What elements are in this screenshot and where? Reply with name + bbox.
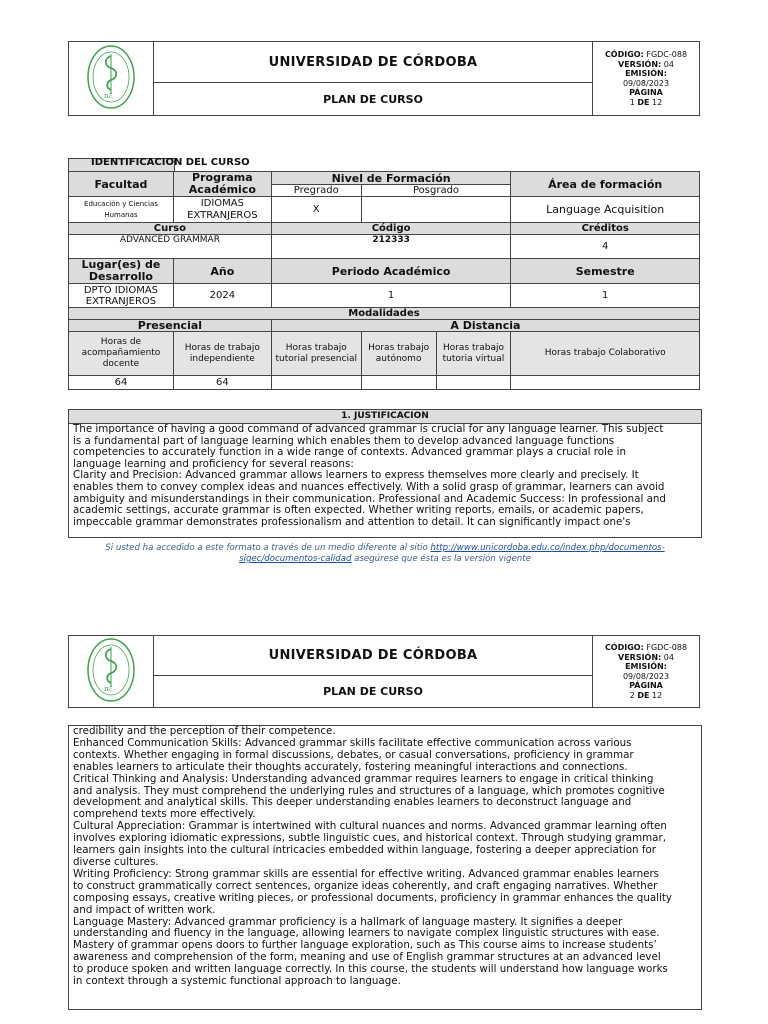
svg-text:πℰ: πℰ bbox=[104, 91, 113, 100]
page1-line: impeccable grammar demonstrates professionalism and attention to detail. It can significantly impact one's bbox=[73, 515, 631, 528]
creditos-header: Créditos bbox=[511, 223, 700, 235]
curso-value: ADVANCED GRAMMAR bbox=[69, 235, 272, 259]
pregrado-value: X bbox=[271, 197, 361, 223]
horas-tutorial-value bbox=[271, 376, 361, 390]
justificacion-box-page1 bbox=[68, 409, 702, 538]
page2-line: to produce spoken and written language correctly. In this course, the students will understand how language works bbox=[73, 963, 668, 976]
horas-independiente-value: 64 bbox=[173, 376, 271, 390]
logo-cell bbox=[69, 42, 154, 116]
ident-section-title: IDENTIFICACION DEL CURSO bbox=[91, 157, 250, 168]
justificacion-box-page2 bbox=[68, 725, 702, 1010]
posgrado-header: Posgrado bbox=[361, 185, 511, 197]
page2-line: diverse cultures. bbox=[73, 855, 159, 868]
page2-line: awareness and comprehension of the form, meaning and use of English grammar structures at an advanced level bbox=[73, 951, 661, 964]
page1-line: Clarity and Precision: Advanced grammar allows learners to express themselves more clearly and precisely. It bbox=[73, 469, 639, 482]
horas-virtual-header: Horas trabajo tutoria virtual bbox=[436, 332, 511, 376]
page1-line: ambiguity and misunderstandings in their communication. Professional and Academic Success: In professional and bbox=[73, 492, 666, 505]
horas-colaborativo-value bbox=[511, 376, 700, 390]
facultad-header: Facultad bbox=[69, 172, 174, 197]
page1-line: enables them to convey complex ideas and nuances effectively. With a solid grasp of grammar, learners can avoid bbox=[73, 480, 665, 493]
page2-line: Mastery of grammar opens doors to further language exploration, such as This course aims to increase students’ bbox=[73, 939, 657, 952]
logo-cell bbox=[69, 636, 154, 708]
page2-line: learners gain insights into the cultural intricacies embedded within language, fostering a deeper appreciation for bbox=[73, 844, 657, 857]
page2-header bbox=[68, 635, 700, 708]
modalidades-header: Modalidades bbox=[69, 308, 700, 320]
area-header: Área de formación bbox=[511, 172, 700, 197]
page1-line: language learning and proficiency for several reasons: bbox=[73, 457, 354, 470]
lugar-value: DPTO IDIOMAS EXTRANJEROS bbox=[69, 284, 174, 308]
horas-acompanamiento-header: Horas de acompañamiento docente bbox=[69, 332, 174, 376]
curso-header: Curso bbox=[69, 223, 272, 235]
codigo-value: 212333 bbox=[271, 235, 511, 259]
page2-line: Critical Thinking and Analysis: Understanding advanced grammar requires learners to engage in critical thinking bbox=[73, 772, 654, 785]
horas-independiente-header: Horas de trabajo independiente bbox=[173, 332, 271, 376]
page2-line: involves exploring idiomatic expressions, subtle linguistic cues, and historical context. Through studying grammar, bbox=[73, 832, 666, 845]
page2-line: and impact of written work. bbox=[73, 903, 216, 916]
horas-autonomo-header: Horas trabajo autónomo bbox=[361, 332, 436, 376]
university-seal-icon bbox=[86, 44, 136, 110]
creditos-value: 4 bbox=[511, 235, 700, 259]
quality-docs-link-cont[interactable]: sigec/documentos-calidad bbox=[239, 554, 352, 564]
page1-line: academic settings, accurate grammar is often expected. Whether writing reports, emails, or academic papers, bbox=[73, 504, 644, 517]
page2-line: to construct grammatically correct sentences, organize ideas coherently, and craft engaging narratives. Whether bbox=[73, 879, 658, 892]
page2-line: enables learners to articulate their thoughts accurately, fostering meaningful interactions and connections. bbox=[73, 760, 628, 773]
page2-line: understanding and fluency in the language, allowing learners to navigate complex linguistic structures with ease. bbox=[73, 927, 660, 940]
presencial-header: Presencial bbox=[69, 320, 272, 332]
page2-line: composing essays, creative writing pieces, or professional documents, proficiency in grammar enhances the quality bbox=[73, 891, 673, 904]
facultad-value: Educación y Ciencias Humanas bbox=[69, 197, 174, 223]
codigo-header: Código bbox=[271, 223, 511, 235]
semestre-value: 1 bbox=[511, 284, 700, 308]
page2-line: Writing Proficiency: Strong grammar skills are essential for effective writing. Advanced grammar enables learners bbox=[73, 867, 660, 880]
horas-autonomo-value bbox=[361, 376, 436, 390]
area-value: Language Acquisition bbox=[511, 197, 700, 223]
justificacion-text-page2 bbox=[69, 726, 701, 988]
semestre-header: Semestre bbox=[511, 259, 700, 284]
university-title: UNIVERSIDAD DE CÓRDOBA bbox=[154, 636, 593, 676]
footer-note: Si usted ha accedido a este formato a través de un medio diferente al sitio http://www.unicordoba.edu.co/index.php/documentos- sigec/documentos-calidad asegúrese que ésta es la versión vigente bbox=[105, 543, 665, 564]
justificacion-title: 1. JUSTIFICACION bbox=[69, 410, 701, 424]
plan-title: PLAN DE CURSO bbox=[154, 83, 593, 116]
university-seal-icon bbox=[86, 637, 136, 703]
distancia-header: A Distancia bbox=[271, 320, 699, 332]
page2-line: credibility and the perception of their competence. bbox=[73, 725, 336, 737]
quality-docs-link[interactable]: http://www.unicordoba.edu.co/index.php/documentos- bbox=[430, 543, 665, 553]
nivel-header: Nivel de Formación bbox=[271, 172, 511, 185]
pregrado-header: Pregrado bbox=[271, 185, 361, 197]
page2-line: development and analytical skills. This deeper understanding enables learners to deconstruct language and bbox=[73, 796, 632, 809]
page1-header bbox=[68, 41, 700, 116]
plan-title: PLAN DE CURSO bbox=[154, 676, 593, 708]
page2-line: contexts. Whether engaging in formal discussions, debates, or casual conversations, proficiency in grammar bbox=[73, 748, 634, 761]
university-title: UNIVERSIDAD DE CÓRDOBA bbox=[154, 42, 593, 83]
periodo-value: 1 bbox=[271, 284, 511, 308]
page1-line: is a fundamental part of language learning which enables them to develop advanced language functions bbox=[73, 434, 615, 447]
horas-colaborativo-header: Horas trabajo Colaborativo bbox=[511, 332, 700, 376]
page2-line: Enhanced Communication Skills: Advanced grammar skills facilitate effective communication across various bbox=[73, 736, 632, 749]
page2-line: and analysis. They must comprehend the underlying rules and structures of a language, which promotes cognitive bbox=[73, 784, 665, 797]
programa-header: Programa Académico bbox=[173, 172, 271, 197]
document-meta: CÓDIGO: FGDC-088 VERSIÓN: 04 EMISIÓN: 09/08/2023 PÁGINA 1 DE 12 bbox=[593, 42, 700, 116]
page1-line: competencies to accurately function in a wide range of contexts. Advanced grammar plays a crucial role in bbox=[73, 446, 626, 459]
posgrado-value bbox=[361, 197, 511, 223]
programa-value: IDIOMAS EXTRANJEROS bbox=[173, 197, 271, 223]
document-meta: CÓDIGO: FGDC-088 VERSIÓN: 04 EMISIÓN: 09/08/2023 PÁGINA 2 DE 12 bbox=[593, 636, 700, 708]
identification-table bbox=[68, 171, 700, 390]
periodo-header: Periodo Académico bbox=[271, 259, 511, 284]
page2-line: Language Mastery: Advanced grammar proficiency is a hallmark of language mastery. It signifies a deeper bbox=[73, 915, 623, 928]
horas-virtual-value bbox=[436, 376, 511, 390]
anio-value: 2024 bbox=[173, 284, 271, 308]
svg-text:πℰ: πℰ bbox=[104, 684, 113, 693]
justificacion-text-page1 bbox=[69, 424, 701, 528]
page1-line: The importance of having a good command of advanced grammar is crucial for any language learner. This subject bbox=[73, 423, 664, 435]
horas-tutorial-header: Horas trabajo tutorial presencial bbox=[271, 332, 361, 376]
page2-line: comprehend texts more effectively. bbox=[73, 808, 256, 821]
page2-line: Cultural Appreciation: Grammar is intertwined with cultural nuances and norms. Advanced grammar learning often bbox=[73, 820, 667, 833]
horas-acompanamiento-value: 64 bbox=[69, 376, 174, 390]
anio-header: Año bbox=[173, 259, 271, 284]
lugar-header: Lugar(es) de Desarrollo bbox=[69, 259, 174, 284]
page2-line: in context through a systemic functional approach to language. bbox=[73, 975, 401, 988]
